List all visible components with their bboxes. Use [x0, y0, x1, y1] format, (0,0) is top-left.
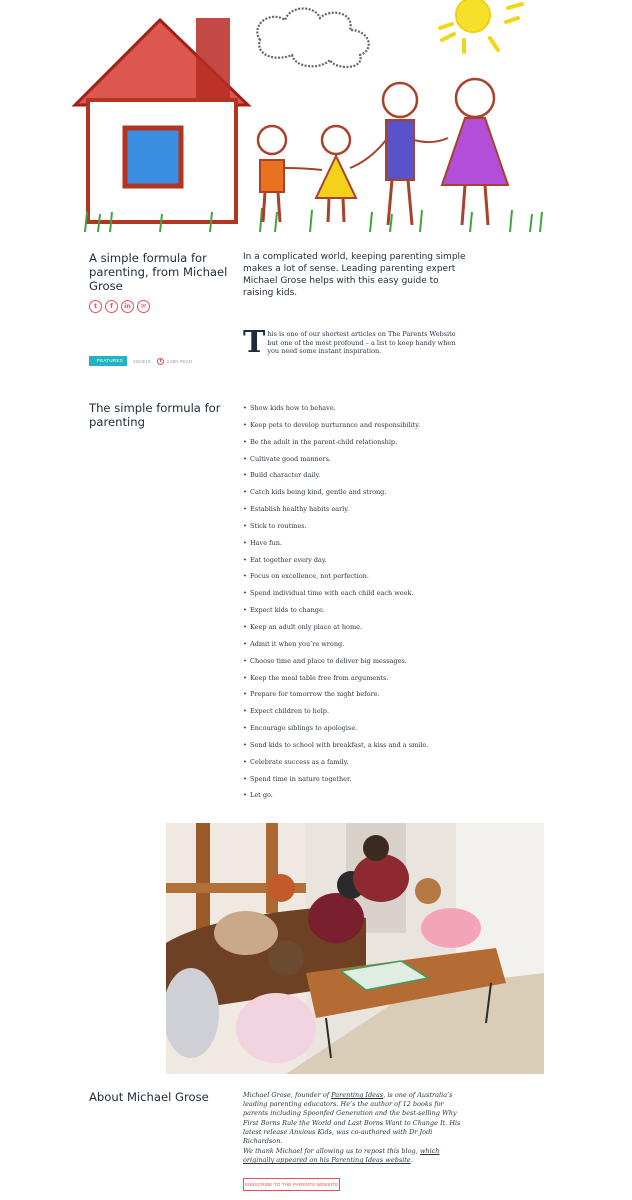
about-text-start: Michael Grose, founder of: [243, 1091, 332, 1099]
formula-list-item: • Establish healthy habits early.: [243, 504, 503, 521]
linkedin-icon[interactable]: in: [121, 300, 134, 313]
formula-list-item: • Choose time and place to deliver big messages.: [243, 656, 503, 673]
facebook-icon[interactable]: f: [105, 300, 118, 313]
thanks-text: [243, 1147, 468, 1165]
family-photo: [166, 823, 544, 1074]
thanks-text-start: We thank Michael for allowing us to repost this blog,: [243, 1147, 420, 1155]
formula-list-item: • Catch kids being kind, gentle and strong.: [243, 487, 503, 504]
about-text-end: , is one of Australia’s leading parenting educators. He’s the author of 12 books for parents including Spoonfed Generation and the best-selling Why First Borns Rule the World and Last Borns Want to Change It. His latest release Anxious Kids, was co-authored with Dr Jodi Richardson.: [243, 1091, 461, 1146]
hero-drawing-image: [70, 0, 550, 232]
formula-list-item: • Celebrate success as a family.: [243, 757, 503, 774]
formula-list-item: • Be the adult in the parent-child relationship.: [243, 437, 503, 454]
email-icon[interactable]: ✉: [137, 300, 150, 313]
category-badge[interactable]: FEATURES: [89, 356, 127, 366]
thanks-text-end: .: [410, 1156, 413, 1165]
twitter-icon[interactable]: t: [89, 300, 102, 313]
lead-paragraph: [243, 325, 468, 360]
formula-list-item: • Encourage siblings to apologise.: [243, 723, 503, 740]
formula-list-item: • Focus on excellence, not perfection.: [243, 571, 503, 588]
article-title: A simple formula for parenting, from Michael Grose: [89, 251, 228, 293]
article-meta: [89, 356, 192, 366]
formula-list-item: • Keep an adult only place at home.: [243, 622, 503, 639]
parenting-ideas-link[interactable]: Parenting Ideas: [331, 1091, 384, 1099]
about-author-text: [243, 1091, 468, 1146]
formula-list-item: • Let go.: [243, 790, 503, 807]
formula-list-item: • Eat together every day.: [243, 555, 503, 572]
formula-list-item: • Send kids to school with breakfast, a kiss and a smile.: [243, 740, 503, 757]
formula-list-item: • Spend individual time with each child each week.: [243, 588, 503, 605]
formula-list-item: • Expect children to help.: [243, 706, 503, 723]
formula-list-item: • Build character daily.: [243, 470, 503, 487]
share-buttons: [89, 300, 150, 313]
section-title: The simple formula for parenting: [89, 401, 221, 429]
original-source-link[interactable]: which originally appeared on his Parenting Ideas website: [243, 1147, 440, 1165]
formula-list-item: • Admit it when you’re wrong.: [243, 639, 503, 656]
formula-list-item: • Spend time in nature together.: [243, 774, 503, 791]
subscribe-button[interactable]: SUBSCRIBE TO THE PARENTS WEBSITE: [243, 1178, 340, 1191]
formula-list-item: • Cultivate good manners.: [243, 454, 503, 471]
publish-date: 25/03/19: [133, 358, 151, 364]
drop-cap: T: [243, 325, 266, 360]
lead-text: his is one of our shortest articles on The Parents Website but one of the most profound – a list to keep handy when you need some instant inspiration.: [267, 330, 456, 356]
formula-list-item: • Stick to routines.: [243, 521, 503, 538]
formula-list-item: • Show kids how to behave.: [243, 403, 503, 420]
formula-list-item: • Have fun.: [243, 538, 503, 555]
formula-list-item: • Keep pets to develop nurturance and responsibility.: [243, 420, 503, 437]
clock-icon: [157, 358, 164, 365]
formula-list-item: • Expect kids to change.: [243, 605, 503, 622]
about-heading: About Michael Grose: [89, 1090, 209, 1104]
formula-list-item: • Prepare for tomorrow the night before.: [243, 689, 503, 706]
article-intro: In a complicated world, keeping parenting simple makes a lot of sense. Leading parenting expert Michael Grose helps with this easy guide to raising kids.: [243, 252, 466, 298]
formula-list-item: • Keep the meal table free from arguments.: [243, 673, 503, 690]
formula-list: [243, 403, 503, 807]
read-time: 3 MIN READ: [166, 358, 193, 364]
